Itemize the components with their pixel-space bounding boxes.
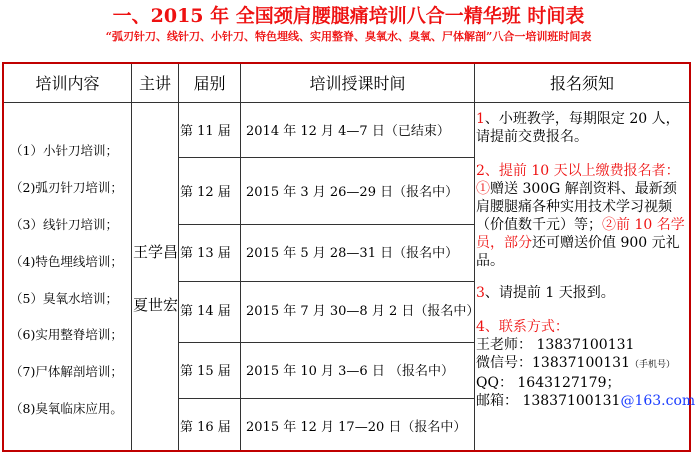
session-date: 2015 年 7 月 30—8 月 2 日（报名中） xyxy=(246,304,480,319)
registration-notes xyxy=(476,110,696,410)
note-1: 1、小班教学，每期限定 20 人，请提前交费报名。 xyxy=(476,111,680,145)
header-divider xyxy=(4,102,690,103)
session-term: 第 12 届 xyxy=(180,185,231,200)
page-title: 一、2015 年 全国颈肩腰腿痛培训八合一精华班 时间表 xyxy=(112,5,585,27)
note-2: 2、提前 10 天以上缴费报名者：①赠送 300G 解剖资料、最新颈肩腰腿痛各种实用技术学习视频（价值数千元）等；②前 10 名学员，部分还可赠送价值 900 元礼品。 xyxy=(476,163,685,269)
session-term: 第 11 届 xyxy=(180,124,231,139)
course-item: （4)特色埋线培训； xyxy=(10,254,123,269)
row-divider xyxy=(179,224,475,225)
session-date: 2015 年 3 月 26—29 日（报名中） xyxy=(246,185,459,200)
session-date: 2014 年 12 月 4—7 日（已结束） xyxy=(246,124,450,139)
course-item: （7)尸体解剖培训； xyxy=(10,364,123,379)
row-divider xyxy=(179,398,475,399)
col-divider-1 xyxy=(131,64,132,450)
col-divider-4 xyxy=(474,64,475,450)
lecturer-name: 王学昌 xyxy=(133,243,179,261)
course-item: （1）小针刀培训； xyxy=(10,143,118,158)
header-notes: 报名须知 xyxy=(549,74,614,93)
session-date: 2015 年 5 月 28—31 日（报名中） xyxy=(246,246,459,261)
session-term: 第 14 届 xyxy=(180,304,231,319)
contact-teacher: 王老师： 13837100131 xyxy=(476,337,635,353)
page-subtitle: “弧刃针刀、线针刀、小针刀、特色埋线、实用整脊、臭氧水、臭氧、尸体解剖”八合一培训班时间表 xyxy=(105,30,592,43)
col-divider-3 xyxy=(240,64,241,450)
course-item: （5）臭氧水培训； xyxy=(10,291,118,306)
session-term: 第 16 届 xyxy=(180,420,231,435)
session-term: 第 15 届 xyxy=(180,364,231,379)
header-course: 培训内容 xyxy=(35,74,100,93)
header-lecturer: 主讲 xyxy=(138,74,171,93)
row-divider xyxy=(179,157,475,158)
row-divider xyxy=(179,281,475,282)
header-term: 届别 xyxy=(193,74,226,93)
note-3: 3、请提前 1 天报到。 xyxy=(476,285,615,301)
course-item: （8)臭氧临床应用。 xyxy=(10,401,123,416)
contact-wechat: 微信号：13837100131（手机号） xyxy=(476,355,675,371)
session-date: 2015 年 10 月 3—6 日 （报名中） xyxy=(246,364,454,379)
course-item: （6)实用整脊培训； xyxy=(10,327,123,342)
header-time: 培训授课时间 xyxy=(309,74,406,93)
session-date: 2015 年 12 月 17—20 日（报名中） xyxy=(246,420,467,435)
row-divider xyxy=(179,342,475,343)
contact-email[interactable]: 邮箱： 13837100131@163.com xyxy=(476,393,696,409)
course-item: （2)弧刃针刀培训； xyxy=(10,180,123,195)
session-term: 第 13 届 xyxy=(180,246,231,261)
contact-qq: QQ： 1643127179； xyxy=(476,375,621,391)
course-item: （3）线针刀培训； xyxy=(10,217,118,232)
note-4: 4、联系方式： xyxy=(476,319,569,335)
lecturer-name: 夏世宏 xyxy=(133,296,179,314)
